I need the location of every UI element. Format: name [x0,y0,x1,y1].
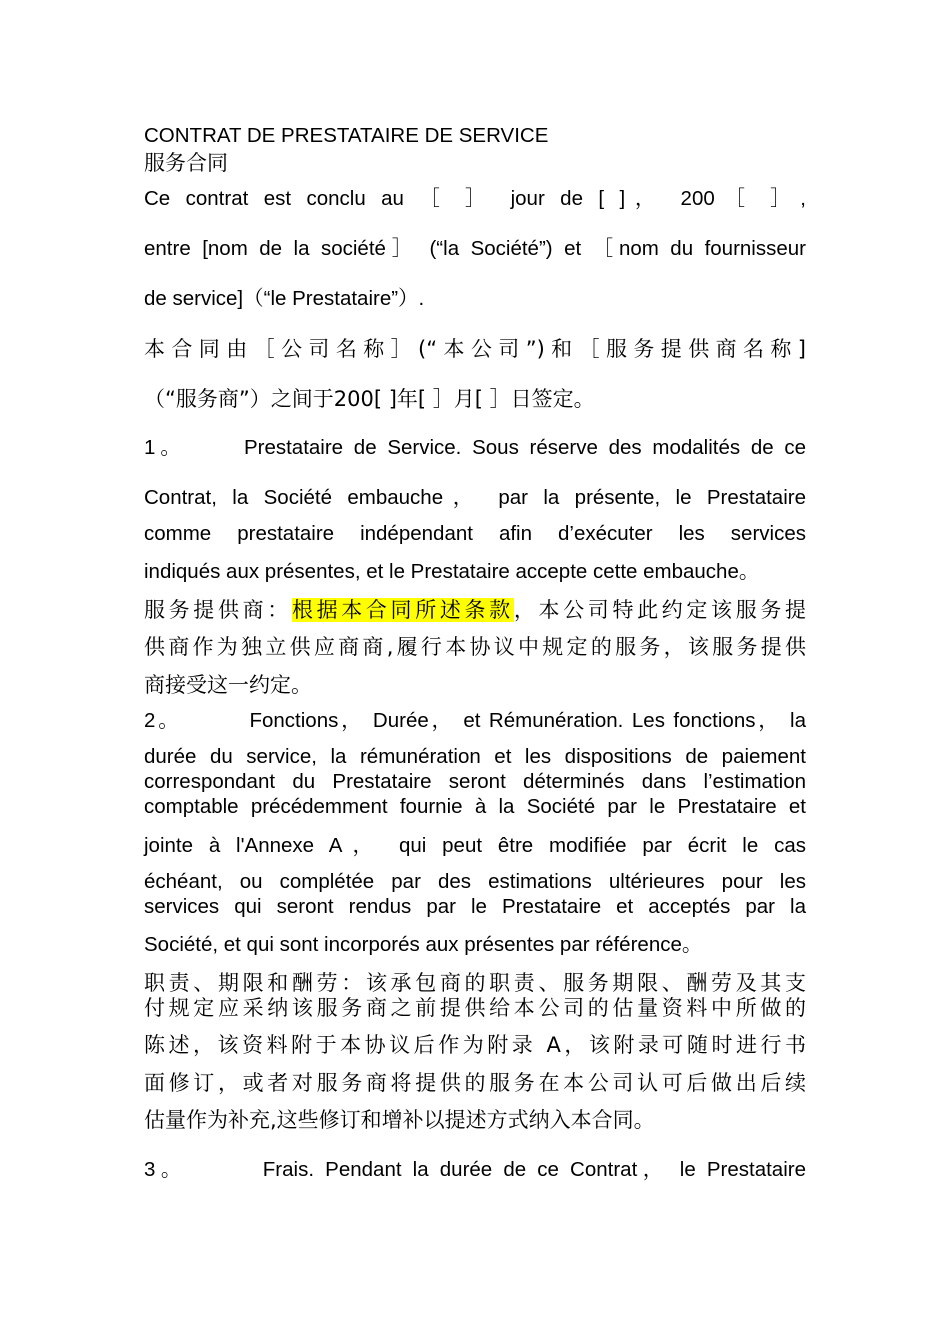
section-2-line-1: Les fonctions， la [631,709,807,732]
section-3-first-line [144,1157,806,1183]
intro-fr-line-2: entre [nom de la société］ (“la Société”) et ［nom du fournisseur [144,237,806,260]
section-1-heading: Prestataire de Service. [243,436,462,459]
section-2-line-5: jointe à l'Annexe A， qui peut être modifiée par écrit le cas [144,834,806,857]
section-3-number: 3。 [144,1158,187,1181]
section-2-cn-line-1: 职责、期限和酬劳：该承包商的职责、服务期限、酬劳及其支 [144,971,806,995]
section-2-line-2: durée du service, la rémunération et les dispositions de paiement [144,745,806,768]
section-2-first-line [144,708,806,734]
highlighted-text: 根据本合同所述条款 [291,598,514,622]
section-1-first-line [144,435,806,461]
section-1-line-3: comme prestataire indépendant afin d’exécuter les services [144,522,806,545]
section-2-line-4: comptable précédemment fournie à la Société par le Prestataire et [144,795,806,818]
section-2-line-6: échéant, ou complétée par des estimations ultérieures pour les [144,870,806,893]
section-2-number: 2。 [144,709,182,732]
section-3-line-1: Pendant la durée de ce Contrat， le Prestataire [325,1158,806,1181]
section-1-cn-rest: ，本公司特此约定该服务提 [513,598,807,622]
section-1-cn-line-3: 商接受这一约定。 [144,673,312,697]
section-2-line-8: Société, et qui sont incorporés aux présentes par référence。 [144,933,703,956]
section-2-cn-line-2: 付规定应采纳该服务商之前提供给本公司的估量资料中所做的 [144,996,806,1020]
section-1-cn-label: 服务提供商： [144,598,292,622]
intro-fr-line-3: de service]（“le Prestataire”）. [144,287,425,310]
section-3-heading: Frais. [262,1158,315,1181]
intro-fr-line-1: Ce contrat est conclu au ［ ］ jour de [ ]， 200［ ］, [144,187,806,210]
intro-cn-line-1: 本合同由［公司名称］(“本公司”)和［服务提供商名称] [144,337,806,361]
section-2-line-3: correspondant du Prestataire seront déterminés dans l’estimation [144,770,806,793]
section-2-cn-line-4: 面修订，或者对服务商将提供的服务在本公司认可后做出后续 [144,1071,806,1095]
document-title-cn: 服务合同 [144,151,228,175]
section-2-cn-line-3: 陈述，该资料附于本协议后作为附录 A，该附录可随时进行书 [144,1033,806,1057]
document-title-fr: CONTRAT DE PRESTATAIRE DE SERVICE [144,124,549,147]
section-2-cn-line-5: 估量作为补充,这些修订和增补以提述方式纳入本合同。 [144,1108,655,1132]
intro-cn-line-2: （“服务商”）之间于200[ ]年[ ］月[ ］日签定。 [144,387,595,411]
section-1-line-1: Sous réserve des modalités de ce [472,436,806,459]
section-2-heading: Fonctions， Durée， et Rémunération. [249,709,624,732]
section-1-cn-line-1 [144,597,806,623]
section-1-line-4: indiqués aux présentes, et le Prestataire accepte cette embauche。 [144,560,760,583]
section-1-number: 1。 [144,436,186,459]
section-1-line-2: Contrat, la Société embauche， par la présente, le Prestataire [144,486,806,509]
section-1-cn-line-2: 供商作为独立供应商商,履行本协议中规定的服务，该服务提供 [144,635,806,659]
section-2-line-7: services qui seront rendus par le Prestataire et acceptés par la [144,895,806,918]
